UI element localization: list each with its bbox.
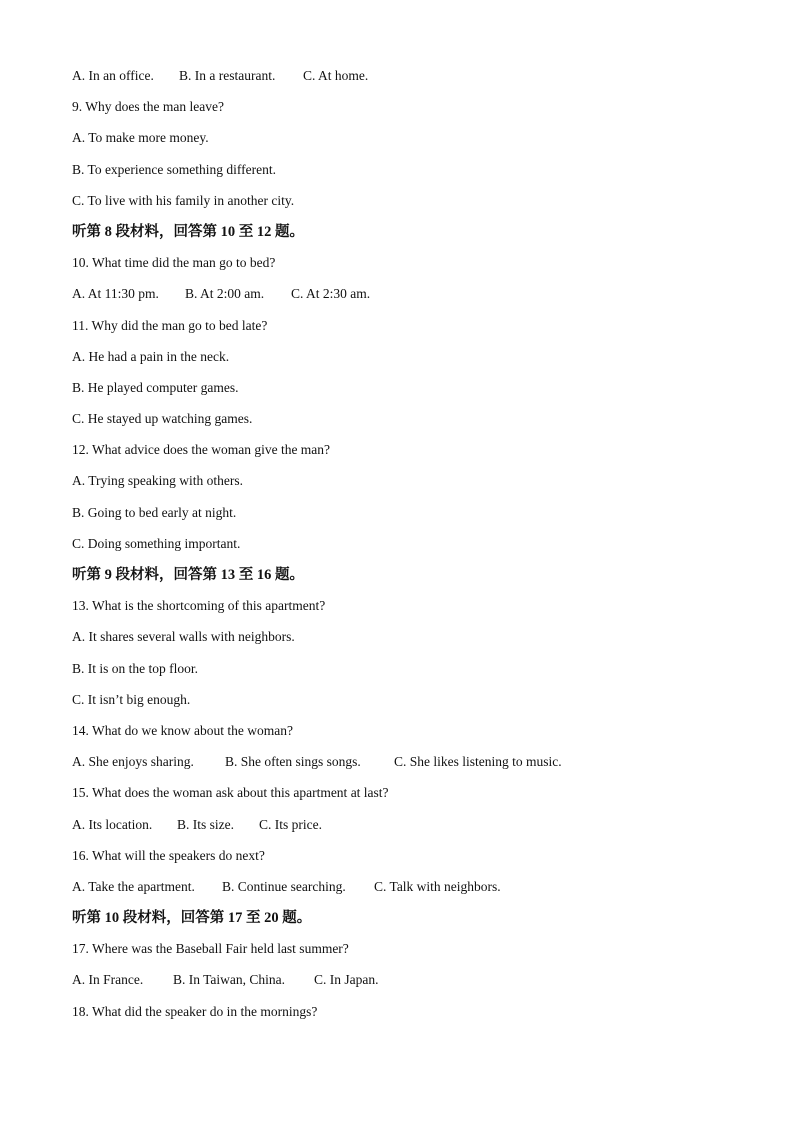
answer-option: A. In an office.: [72, 68, 154, 83]
answer-option: B. It is on the top floor.: [72, 660, 198, 676]
answer-option: B. To experience something different.: [72, 161, 276, 177]
answer-option: B. In a restaurant.: [179, 68, 276, 83]
answer-option: B. At 2:00 am.: [185, 286, 265, 302]
section-heading: 听第 10 段材料，回答第 17 至 20 题。: [72, 910, 312, 927]
answer-options-row: [72, 284, 752, 315]
answer-option: A. She enjoys sharing.: [72, 754, 194, 770]
answer-option: B. Continue searching.: [222, 878, 346, 894]
question-text: 17. Where was the Baseball Fair held last summer?: [72, 941, 349, 957]
answer-options-row: [72, 752, 752, 783]
answer-option: C. At home.: [303, 68, 369, 83]
answer-option: C. To live with his family in another city.: [72, 192, 295, 208]
answer-option: B. In Taiwan, China.: [173, 972, 286, 988]
question-text: 12. What advice does the woman give the man?: [72, 442, 331, 458]
question-text: 16. What will the speakers do next?: [72, 847, 265, 863]
question-text: 18. What did the speaker do in the mornings?: [72, 1003, 318, 1019]
answer-option: A. In France.: [72, 972, 144, 988]
answer-option: C. Talk with neighbors.: [374, 878, 501, 894]
question-text: 10. What time did the man go to bed?: [72, 255, 276, 271]
answer-option: A. At 11:30 pm.: [72, 286, 159, 302]
question-text: 14. What do we know about the woman?: [72, 722, 293, 738]
answer-option: A. Take the apartment.: [72, 878, 195, 894]
answer-option: A. He had a pain in the neck.: [72, 348, 230, 364]
answer-option: C. She likes listening to music.: [394, 754, 562, 770]
answer-option: C. It isn’t big enough.: [72, 691, 191, 707]
question-text: 11. Why did the man go to bed late?: [72, 317, 268, 333]
answer-option: C. At 2:30 am.: [291, 286, 371, 302]
answer-option: B. Its size.: [177, 816, 234, 832]
answer-option: A. Its location.: [72, 816, 153, 832]
answer-options-row: [72, 66, 752, 97]
answer-option: B. Going to bed early at night.: [72, 504, 237, 520]
section-heading: 听第 8 段材料，回答第 10 至 12 题。: [72, 223, 304, 240]
document-page: [72, 66, 752, 1033]
question-text: 9. Why does the man leave?: [72, 99, 224, 115]
answer-option: B. She often sings songs.: [225, 754, 361, 770]
section-heading: 听第 9 段材料，回答第 13 至 16 题。: [72, 567, 304, 583]
answer-options-row: [72, 815, 752, 846]
answer-option: C. He stayed up watching games.: [72, 411, 253, 427]
answer-option: C. Doing something important.: [72, 535, 241, 551]
answer-options-row: [72, 877, 752, 908]
answer-option: A. To make more money.: [72, 130, 209, 146]
answer-option: A. It shares several walls with neighbors.: [72, 629, 295, 645]
answer-option: C. In Japan.: [314, 972, 379, 988]
question-text: 13. What is the shortcoming of this apartment?: [72, 598, 326, 614]
question-text: 15. What does the woman ask about this apartment at last?: [72, 785, 389, 801]
answer-option: C. Its price.: [259, 816, 322, 832]
answer-option: A. Trying speaking with others.: [72, 473, 244, 489]
answer-options-row: [72, 970, 752, 1001]
answer-option: B. He played computer games.: [72, 379, 239, 395]
